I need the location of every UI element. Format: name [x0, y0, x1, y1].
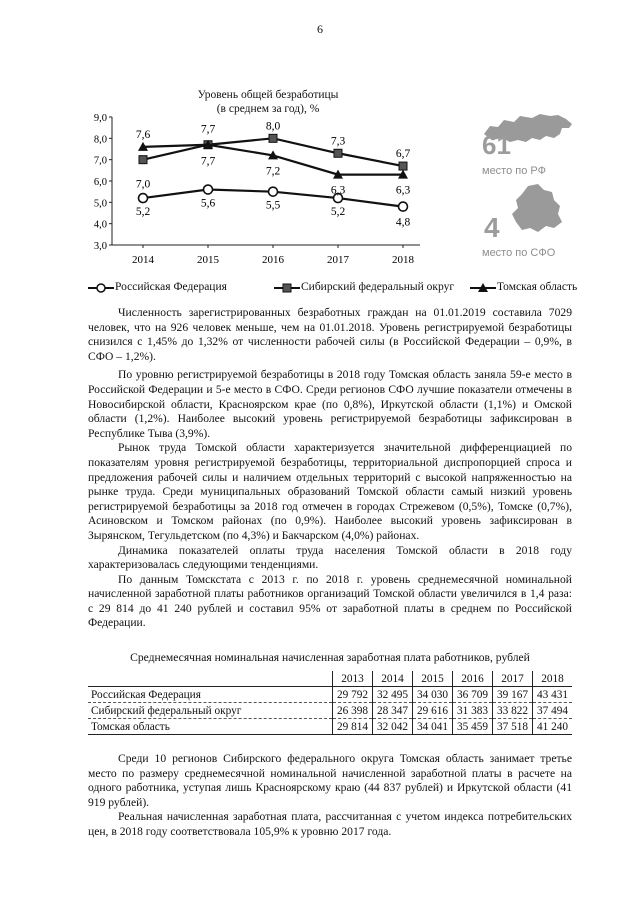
paragraph: По уровню регистрируемой безработицы в 2018 году Томская область заняла 59-е место в Российской Федерации и 5-е место в СФО. Среди регионов СФО лучшие показатели отмечены в Новосибирской области, Красноярском крае (по 0,8%), Иркутской области (1,1%) и Омской области (1,2%). Наиболее высокий уровень регистрируемой безработицы зафиксирован в Республике Тыва (3,9%).	[88, 368, 572, 440]
x-tick-label: 2015	[197, 254, 219, 266]
x-tick-label: 2014	[132, 254, 154, 266]
year-header: 2016	[453, 671, 493, 687]
data-label: 5,6	[200, 197, 216, 210]
y-tick-label: 4,0	[93, 219, 107, 231]
legend-item-rf: Российская Федерация	[115, 281, 227, 293]
data-point-circle	[399, 202, 408, 211]
legend-marker-square	[274, 281, 300, 295]
data-label: 7,0	[135, 178, 151, 191]
table-cell: 35 459	[453, 719, 493, 735]
legend-marker-triangle	[470, 281, 496, 295]
table-header-row	[88, 671, 572, 687]
table-cell: 37 494	[533, 703, 573, 719]
x-tick-label: 2018	[392, 254, 414, 266]
data-label: 7,3	[330, 135, 346, 148]
paragraph: По данным Томскстата с 2013 г. по 2018 г. уровень среднемесячной номинальной начисленной заработной платы работников организаций Томской области увеличился в 1,4 раза: с 29 814 до 41 240 рублей и составил 95% от заработной платы в среднем по Российской Федерации.	[88, 572, 572, 630]
sfo-rank: 4	[484, 212, 500, 243]
row-name: Российская Федерация	[88, 687, 333, 703]
legend-item-sfo: Сибирский федеральный округ	[301, 281, 455, 293]
table-cell: 37 518	[493, 719, 533, 735]
table-row	[88, 687, 572, 703]
paragraph: Динамика показателей оплаты труда населения Томской области в 2018 году характеризовалась следующими тенденциями.	[88, 543, 572, 572]
table-cell: 41 240	[533, 719, 573, 735]
table-cell: 32 042	[373, 719, 413, 735]
y-tick-label: 7,0	[93, 155, 107, 167]
year-header: 2014	[373, 671, 413, 687]
table-cell: 29 792	[333, 687, 373, 703]
data-point-circle	[269, 187, 278, 196]
y-tick-label: 8,0	[93, 134, 107, 146]
data-label: 7,6	[135, 128, 151, 141]
data-point-square	[334, 149, 342, 157]
data-label: 5,5	[265, 199, 281, 212]
rf-rank: 61	[482, 130, 511, 160]
table-cell: 43 431	[533, 687, 573, 703]
table-cell: 31 383	[453, 703, 493, 719]
page-number: 6	[317, 22, 323, 36]
table-row	[88, 703, 572, 719]
year-header: 2013	[333, 671, 373, 687]
salary-table	[88, 671, 572, 735]
year-header: 2017	[493, 671, 533, 687]
legend-item-tomsk: Томская область	[497, 281, 578, 293]
data-point-square	[399, 162, 407, 170]
paragraph: Численность зарегистрированных безработных граждан на 01.01.2019 составила 7029 человек, что на 926 человек меньше, чем на 01.01.2018. Уровень регистрируемой безработицы снизился с 1,45% до 1,32% от численности рабочей силы (в Российской Федерации – 0,9%, в СФО – 1,2%).	[88, 306, 572, 363]
text-block-2	[88, 752, 572, 840]
row-name: Томская область	[88, 719, 333, 735]
table-cell: 33 822	[493, 703, 533, 719]
data-label: 8,0	[265, 120, 281, 133]
data-label: 6,3	[330, 184, 346, 197]
table-cell: 36 709	[453, 687, 493, 703]
rf-rank-label: место по РФ	[482, 165, 546, 177]
data-label: 7,7	[200, 155, 216, 168]
table-cell: 32 495	[373, 687, 413, 703]
data-point-square	[139, 156, 147, 164]
table-corner	[88, 671, 333, 687]
data-label: 6,3	[395, 184, 411, 197]
row-name: Сибирский федеральный округ	[88, 703, 333, 719]
table-cell: 34 041	[413, 719, 453, 735]
x-tick-label: 2017	[327, 254, 349, 266]
data-label: 6,7	[395, 148, 411, 161]
paragraph: Рынок труда Томской области характеризуется значительной дифференциацией по показателям уровня регистрируемой безработицы, территориальной диспропорцией спроса и предложения рабочей силы и наличием отдельных территорий с высокой напряженностью на рынке труда. Среди муниципальных образований Томской области самый низкий уровень регистрируемой безработицы за 2018 год отмечен в городах Стрежевом (0,5%), Томске (0,7%), Асиновском и Томском районах (по 0,9%). Наиболее высокий уровень зафиксирован в Зырянском, Тегульдетском (по 4,3%) и Бакчарском (4,0%) районах.	[88, 441, 572, 542]
table-caption: Среднемесячная номинальная начисленная заработная плата работников, рублей	[130, 651, 530, 664]
chart-title-line2: (в среднем за год), %	[216, 103, 320, 115]
table-cell: 29 814	[333, 719, 373, 735]
table-cell: 28 347	[373, 703, 413, 719]
table-cell: 34 030	[413, 687, 453, 703]
table-row	[88, 719, 572, 735]
data-point-circle	[139, 194, 148, 203]
y-tick-label: 5,0	[93, 198, 107, 210]
y-tick-label: 9,0	[93, 113, 107, 124]
paragraph: Среди 10 регионов Сибирского федерального округа Томская область занимает третье место по размеру среднемесячной номинальной начисленной заработной платы в расчете на одного работника, уступая лишь Красноярскому краю (44 837 рублей) и Иркутской области (41 919 рублей).	[88, 752, 572, 809]
legend-marker-circle	[88, 281, 114, 295]
sfo-rank-label: место по СФО	[482, 247, 556, 259]
data-label: 4,8	[395, 216, 411, 229]
chart-title-line1: Уровень общей безработицы	[197, 89, 339, 101]
y-tick-label: 6,0	[93, 177, 107, 188]
text-block-1	[88, 306, 572, 631]
paragraph: Реальная начисленная заработная плата, рассчитанная с учетом индекса потребительских цен, в 2018 году соответствовала 105,9% к уровню 2017 года.	[88, 810, 572, 838]
table-cell: 26 398	[333, 703, 373, 719]
data-label: 7,7	[200, 123, 216, 136]
data-label: 5,2	[330, 206, 346, 219]
year-header: 2015	[413, 671, 453, 687]
table-cell: 29 616	[413, 703, 453, 719]
y-tick-label: 3,0	[93, 241, 107, 252]
data-label: 5,2	[135, 206, 151, 219]
siberia-map-icon	[508, 182, 564, 234]
data-point-circle	[204, 185, 213, 194]
x-tick-label: 2016	[262, 254, 284, 266]
data-point-square	[269, 134, 277, 142]
table-cell: 39 167	[493, 687, 533, 703]
data-label: 7,2	[265, 165, 281, 178]
year-header: 2018	[533, 671, 573, 687]
